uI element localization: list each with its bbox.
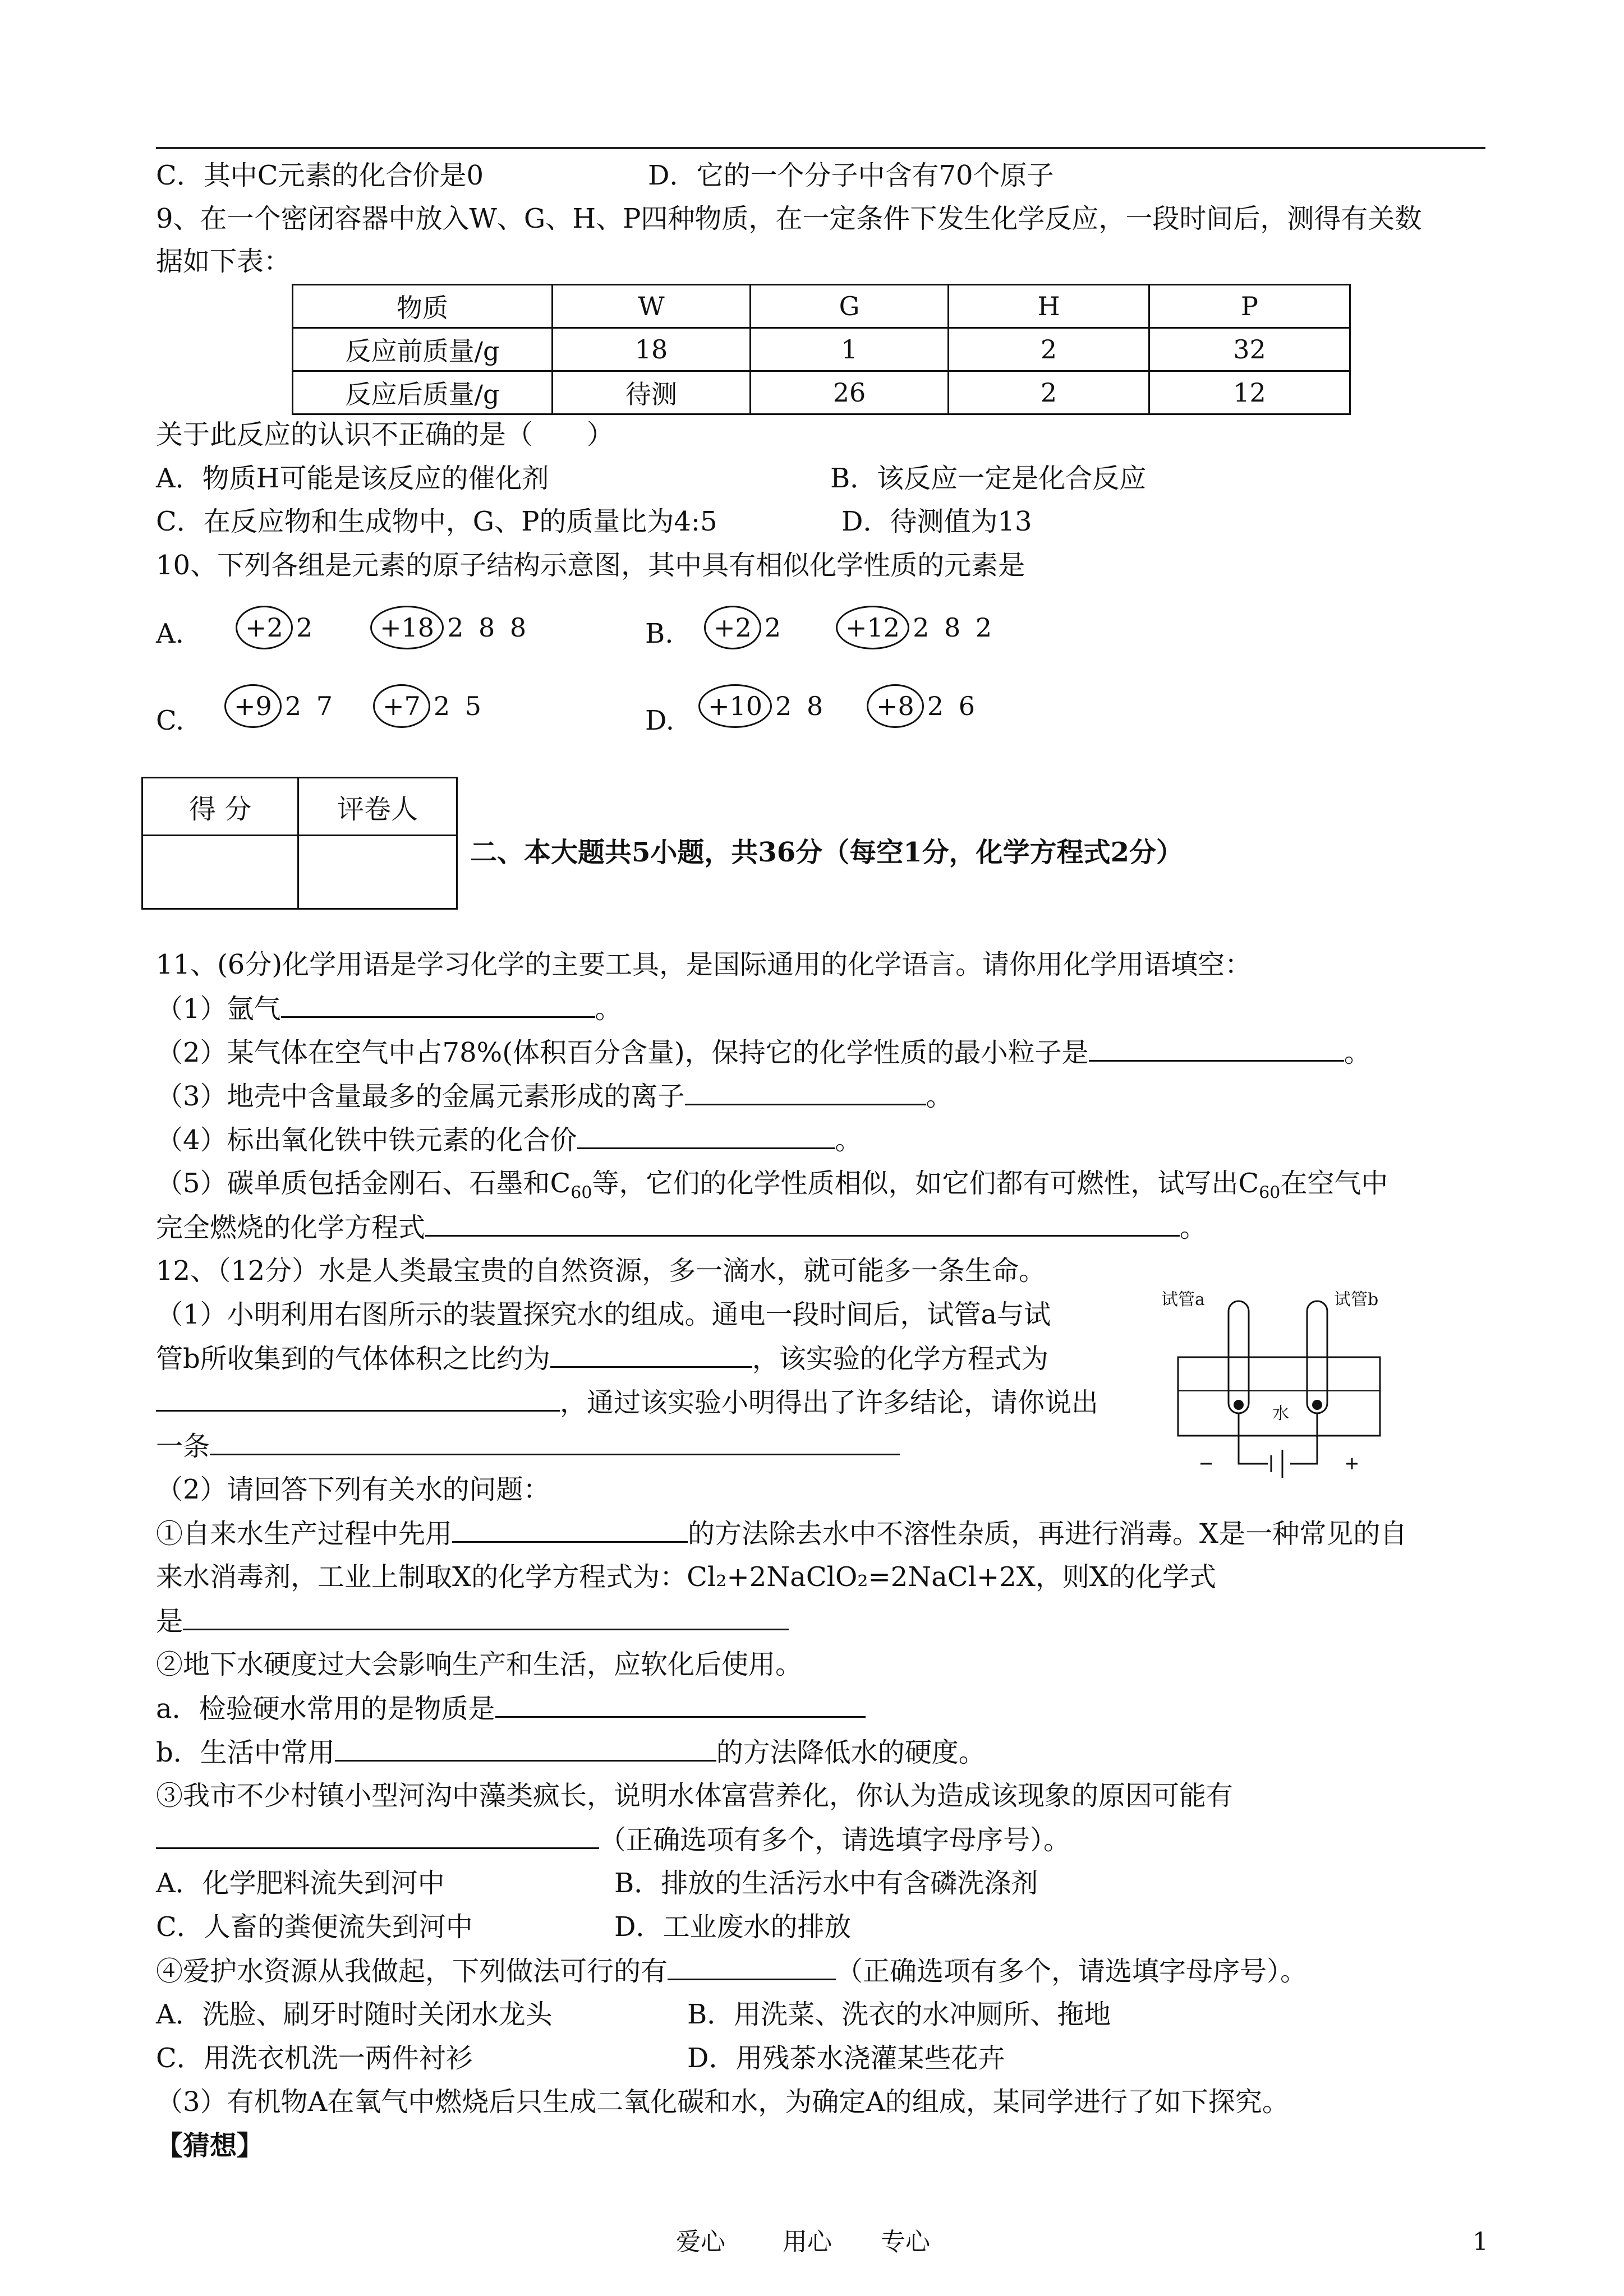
period: 。 <box>835 1124 862 1156</box>
q9-option-d: D．待测值为13 <box>841 506 1032 537</box>
q11-part1 <box>156 992 622 1026</box>
q11-stem: 11、(6分)化学用语是学习化学的主要工具，是国际通用的化学语言。请你用化学用语填空： <box>156 949 1252 980</box>
atom-nucleus: +12 <box>836 606 909 649</box>
q12-s4-option-a: A．洗脸、刷牙时随时关闭水龙头 <box>156 1999 553 2030</box>
q12-s2: ②地下水硬度过大会影响生产和生活，应软化后使用。 <box>156 1649 803 1680</box>
q10-label-b: B. <box>645 618 674 649</box>
q12-part2: （2）请回答下列有关水的问题： <box>156 1474 550 1505</box>
q12-s3-option-c: C．人畜的粪便流失到河中 <box>156 1911 473 1943</box>
footer-right: 专心 <box>881 2228 930 2256</box>
q10-label-d: D. <box>645 705 675 736</box>
table-row <box>293 328 1350 371</box>
q12-part1-line3 <box>156 1385 1098 1419</box>
q10-label-a: A. <box>156 618 184 649</box>
q11-part5-line2 <box>156 1210 1207 1244</box>
q11-part5-text-a: （5）碳单质包括金刚石、石墨和C <box>156 1168 571 1199</box>
q12-s4-option-c: C．用洗衣机洗一两件衬衫 <box>156 2043 473 2074</box>
table-row <box>293 371 1350 414</box>
atom-shells: 2 8 2 <box>913 612 996 643</box>
q12-part1-line4 <box>156 1429 900 1463</box>
q11-part5-text-b: 等，它们的化学性质相似，如它们都有可燃性，试写出C <box>592 1168 1259 1199</box>
q11-part2-text: （2）某气体在空气中占78%(体积百分含量)，保持它的化学性质的最小粒子是 <box>156 1037 1089 1068</box>
atom-diagram-d1 <box>698 684 826 728</box>
atom-shells: 2 8 <box>775 691 827 721</box>
table-header-cell: H <box>949 285 1149 328</box>
q12-s3-text: （正确选项有多个，请选填字母序号）。 <box>599 1824 1071 1856</box>
atom-diagram-c2 <box>373 684 485 728</box>
q10-label-c: C. <box>156 705 185 736</box>
score-box <box>141 777 458 910</box>
q12-s1-text: 是 <box>156 1606 183 1637</box>
period: 。 <box>595 993 622 1025</box>
page-number: 1 <box>1473 2228 1488 2256</box>
q12-s1-text: ①自来水生产过程中先用 <box>156 1518 453 1550</box>
q11-part3 <box>156 1079 953 1113</box>
table-header-cell: W <box>553 285 751 328</box>
atom-diagram-a1 <box>236 606 316 649</box>
q12-s4-option-b: B．用洗菜、洗衣的水冲厕所、拖地 <box>687 1999 1111 2030</box>
q9-option-b: B．该反应一定是化合反应 <box>830 463 1147 494</box>
atom-diagram-b1 <box>704 606 784 649</box>
atom-nucleus: +2 <box>236 606 293 649</box>
atom-diagram-a2 <box>370 606 530 649</box>
q12-part1-line2 <box>156 1341 1048 1376</box>
answer-blank[interactable] <box>156 1385 560 1412</box>
q8-option-d: D．它的一个分子中含有70个原子 <box>648 160 1054 191</box>
q12-part1-text: 一条 <box>156 1431 210 1462</box>
subscript-60: 60 <box>1259 1183 1281 1203</box>
atom-shells: 2 8 8 <box>447 612 530 643</box>
grader-label: 评卷人 <box>298 778 457 836</box>
answer-blank[interactable] <box>1089 1035 1344 1062</box>
q12-s2b <box>156 1735 986 1769</box>
q12-s3-line2 <box>156 1823 1070 1857</box>
q12-stem: 12、（12分）水是人类最宝贵的自然资源，多一滴水，就可能多一条生命。 <box>156 1255 1046 1287</box>
q12-s2b-text: 的方法降低水的硬度。 <box>716 1737 986 1768</box>
q12-s3-option-b: B．排放的生活污水中有含磷洗涤剂 <box>614 1868 1038 1899</box>
q12-s2b-text: b．生活中常用 <box>156 1737 335 1768</box>
footer-left: 爱心 <box>676 2228 725 2256</box>
period: 。 <box>1180 1212 1207 1243</box>
table-cell: 1 <box>751 328 949 371</box>
q12-s1-line1 <box>156 1516 1407 1551</box>
atom-nucleus: +18 <box>370 606 444 649</box>
header-rule <box>156 147 1485 149</box>
q12-s4 <box>156 1954 1307 1988</box>
q12-part1-text: ，通过该实验小明得出了许多结论，请你说出 <box>560 1387 1099 1418</box>
answer-blank[interactable] <box>550 1341 752 1368</box>
atom-shells: 2 <box>764 612 785 643</box>
tube-a-label: 试管a <box>1161 1290 1205 1310</box>
atom-nucleus: +7 <box>373 684 430 728</box>
answer-blank[interactable] <box>425 1210 1180 1237</box>
q11-part3-text: （3）地壳中含量最多的金属元素形成的离子 <box>156 1081 685 1112</box>
q11-part4 <box>156 1123 862 1157</box>
table-cell: 2 <box>949 328 1149 371</box>
q12-part1-text: 管b所收集到的气体体积之比约为 <box>156 1343 550 1375</box>
answer-blank[interactable] <box>210 1429 900 1455</box>
table-cell: 反应前质量/g <box>293 328 553 371</box>
atom-nucleus: +10 <box>698 684 772 728</box>
period: 。 <box>1344 1037 1371 1068</box>
q9-stem-line1: 9、在一个密闭容器中放入W、G、H、P四种物质，在一定条件下发生化学反应，一段时间后，测得有关数 <box>156 203 1422 234</box>
q12-s2a-text: a．检验硬水常用的是物质是 <box>156 1693 495 1725</box>
q12-s1-line2: 来水消毒剂，工业上制取X的化学方程式为：Cl₂+2NaClO₂=2NaCl+2X，则X的化学式 <box>156 1561 1217 1593</box>
tube-b-label: 试管b <box>1334 1290 1379 1310</box>
q8-option-c: C．其中C元素的化合价是0 <box>156 160 484 191</box>
q12-s1-line3 <box>156 1604 789 1638</box>
q9-question: 关于此反应的认识不正确的是（ ） <box>156 419 614 450</box>
table-cell: 反应后质量/g <box>293 371 553 414</box>
answer-blank[interactable] <box>452 1516 688 1543</box>
atom-diagram-b2 <box>836 606 995 649</box>
table-header-cell: P <box>1149 285 1350 328</box>
atom-diagram-d2 <box>867 684 978 728</box>
q9-data-table <box>292 284 1351 415</box>
q11-part4-text: （4）标出氧化铁中铁元素的化合价 <box>156 1124 577 1156</box>
subscript-60: 60 <box>571 1183 592 1203</box>
score-label: 得 分 <box>142 778 298 836</box>
q9-option-c: C．在反应物和生成物中，G、P的质量比为4:5 <box>156 506 717 537</box>
q12-s4-text: （正确选项有多个，请选填字母序号）。 <box>836 1956 1308 1987</box>
table-header-cell: 物质 <box>293 285 553 328</box>
table-cell: 2 <box>949 371 1149 414</box>
table-header-cell: G <box>751 285 949 328</box>
q12-part3: （3）有机物A在氧气中燃烧后只生成二氧化碳和水，为确定A的组成，某同学进行了如下探究。 <box>156 2086 1289 2118</box>
q12-s3: ③我市不少村镇小型河沟中藻类疯长，说明水体富营养化，你认为造成该现象的原因可能有 <box>156 1780 1234 1811</box>
table-cell: 32 <box>1149 328 1350 371</box>
grader-cell[interactable] <box>298 836 457 909</box>
q12-s1-text: 的方法除去水中不溶性杂质，再进行消毒。X是一种常见的自 <box>688 1518 1407 1550</box>
q12-s3-option-d: D．工业废水的排放 <box>614 1911 852 1943</box>
period: 。 <box>926 1081 953 1112</box>
q9-stem-line2: 据如下表： <box>156 246 291 277</box>
atom-nucleus: +8 <box>867 684 924 728</box>
atom-nucleus: +9 <box>224 684 282 728</box>
q11-part5-text-c: 在空气中 <box>1280 1168 1388 1199</box>
answer-blank[interactable] <box>281 992 595 1018</box>
q11-part1-text: （1）氩气 <box>156 993 281 1025</box>
table-cell: 12 <box>1149 371 1350 414</box>
q9-option-a: A．物质H可能是该反应的催化剂 <box>156 463 549 494</box>
atom-shells: 2 6 <box>927 691 978 721</box>
q12-s4-option-d: D．用残茶水浇灌某些花卉 <box>687 2043 1005 2074</box>
answer-blank[interactable] <box>335 1735 716 1762</box>
atom-nucleus: +2 <box>704 606 761 649</box>
guess-heading: 【猜想】 <box>156 2130 264 2161</box>
q11-part5 <box>156 1167 1388 1203</box>
q12-s2a <box>156 1691 866 1726</box>
atom-diagram-c1 <box>224 684 336 728</box>
q11-part2 <box>156 1035 1371 1069</box>
section2-title: 二、本大题共5小题，共36分（每空1分，化学方程式2分） <box>470 837 1183 868</box>
q11-part5-line2-text: 完全燃烧的化学方程式 <box>156 1212 426 1243</box>
footer-mid: 用心 <box>783 2228 832 2256</box>
table-cell: 待测 <box>553 371 751 414</box>
q12-part1-text: ，该实验的化学方程式为 <box>752 1343 1048 1375</box>
q12-s4-text: ④爱护水资源从我做起，下列做法可行的有 <box>156 1956 668 1987</box>
q12-s3-option-a: A．化学肥料流失到河中 <box>156 1868 445 1899</box>
q12-part1-line1: （1）小明利用右图所示的装置探究水的组成。通电一段时间后，试管a与试 <box>156 1299 1051 1330</box>
answer-blank[interactable] <box>183 1604 789 1630</box>
answer-blank[interactable] <box>668 1954 836 1980</box>
answer-blank[interactable] <box>685 1079 926 1105</box>
table-cell: 26 <box>751 371 949 414</box>
atom-shells: 2 <box>296 612 316 643</box>
q10-stem: 10、下列各组是元素的原子结构示意图，其中具有相似化学性质的元素是 <box>156 550 1025 581</box>
atom-shells: 2 7 <box>284 691 336 721</box>
answer-blank[interactable] <box>577 1123 835 1149</box>
answer-blank[interactable] <box>156 1823 599 1849</box>
table-row <box>293 285 1350 328</box>
table-cell: 18 <box>553 328 751 371</box>
water-label: 水 <box>1272 1404 1289 1423</box>
atom-shells: 2 5 <box>433 691 485 721</box>
answer-blank[interactable] <box>495 1691 866 1718</box>
score-cell[interactable] <box>142 836 298 909</box>
